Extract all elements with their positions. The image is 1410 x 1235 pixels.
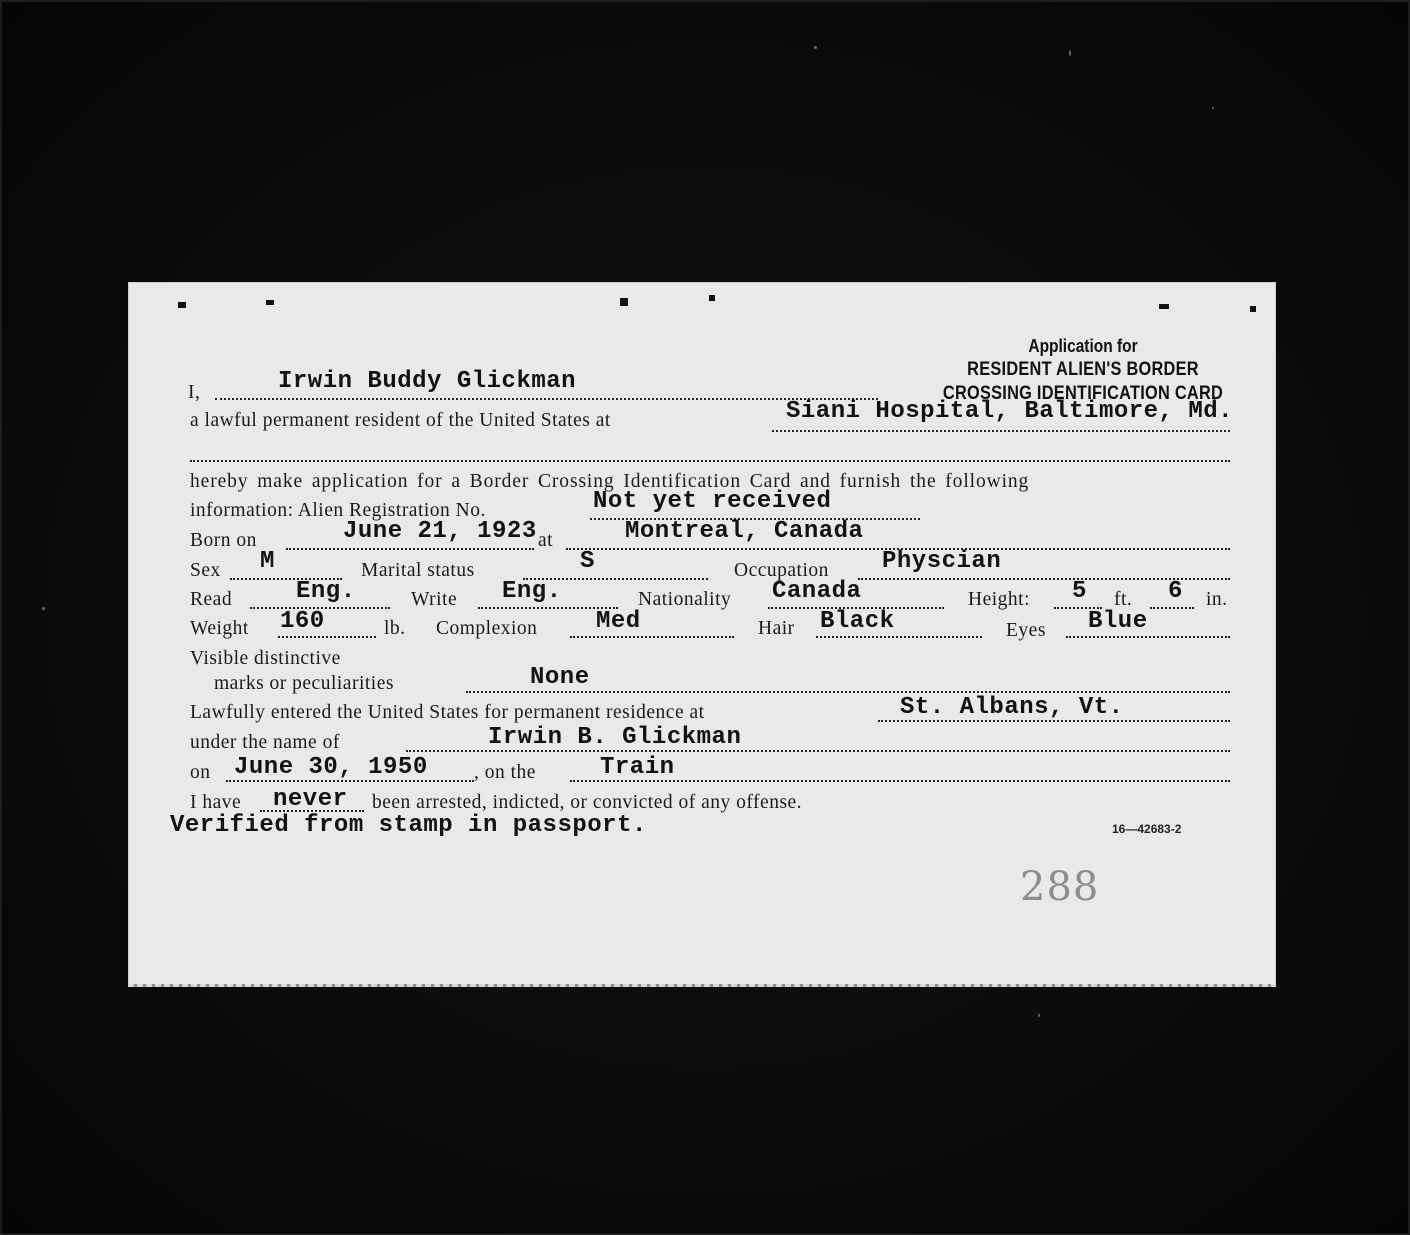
label-read: Read bbox=[190, 589, 233, 610]
label-sex: Sex bbox=[190, 560, 221, 581]
hair-value: Black bbox=[820, 608, 895, 635]
marital-status-value: S bbox=[580, 548, 595, 575]
punch-mark bbox=[178, 302, 186, 308]
label-marks: marks or peculiarities bbox=[214, 673, 394, 694]
label-i-have: I have bbox=[190, 792, 242, 813]
entry-date: June 30, 1950 bbox=[234, 754, 428, 781]
label-resident-at: a lawful permanent resident of the United States at bbox=[190, 410, 611, 431]
occupation-value: Physcian bbox=[882, 548, 1002, 575]
form-header-line3: CROSSING IDENTIFICATION CARD bbox=[942, 383, 1224, 404]
form-header bbox=[918, 334, 1248, 406]
applicant-name: Irwin Buddy Glickman bbox=[278, 368, 577, 395]
punch-mark bbox=[709, 295, 715, 301]
form-header-line1: Application for bbox=[1028, 336, 1138, 356]
label-at: at bbox=[538, 530, 554, 551]
label-in: in. bbox=[1206, 589, 1228, 610]
nationality-value: Canada bbox=[772, 578, 862, 605]
write-value: Eng. bbox=[502, 578, 562, 605]
label-ft: ft. bbox=[1114, 589, 1133, 610]
dust-speck bbox=[1212, 107, 1214, 109]
label-eyes: Eyes bbox=[1006, 620, 1046, 641]
port-of-entry: St. Albans, Vt. bbox=[900, 694, 1124, 721]
label-alien-registration: information: Alien Registration No. bbox=[190, 500, 486, 521]
label-weight: Weight bbox=[190, 618, 249, 639]
file-number: 288 bbox=[1020, 864, 1100, 910]
complexion-value: Med bbox=[596, 608, 641, 635]
dust-speck bbox=[814, 46, 817, 49]
dust-speck bbox=[42, 607, 45, 610]
label-marital-status: Marital status bbox=[361, 560, 475, 581]
residence-address: Siani Hospital, Baltimore, Md. bbox=[786, 398, 1234, 425]
label-hair: Hair bbox=[758, 618, 795, 639]
border-crossing-application-card bbox=[128, 282, 1276, 985]
arrest-status: never bbox=[273, 786, 348, 813]
marks-value: None bbox=[530, 664, 590, 691]
label-under-name: under the name of bbox=[190, 732, 340, 753]
verification-note: Verified from stamp in passport. bbox=[170, 812, 647, 839]
label-complexion: Complexion bbox=[436, 618, 538, 639]
label-nationality: Nationality bbox=[638, 589, 732, 610]
marks-line bbox=[466, 691, 1230, 693]
label-occupation: Occupation bbox=[734, 560, 829, 581]
punch-mark bbox=[266, 300, 274, 305]
form-number: 16—42683-2 bbox=[1112, 822, 1182, 836]
weight-line bbox=[278, 636, 376, 638]
punch-mark bbox=[1250, 306, 1256, 312]
weight-value: 160 bbox=[280, 608, 325, 635]
label-hereby: hereby make application for a Border Crossing Identification Card and furnish the following bbox=[190, 471, 1030, 492]
name-line bbox=[215, 398, 878, 400]
height-feet: 5 bbox=[1072, 578, 1087, 605]
label-on: on bbox=[190, 762, 211, 783]
label-lawfully-entered: Lawfully entered the United States for permanent residence at bbox=[190, 702, 705, 723]
hair-line bbox=[816, 636, 982, 638]
punch-mark bbox=[620, 298, 628, 306]
height-inches: 6 bbox=[1168, 578, 1183, 605]
label-arrested: been arrested, indicted, or convicted of any offense. bbox=[372, 792, 803, 813]
label-i: I, bbox=[188, 382, 201, 403]
conveyance-value: Train bbox=[600, 754, 675, 781]
read-value: Eng. bbox=[296, 578, 356, 605]
label-write: Write bbox=[411, 589, 458, 610]
entry-name: Irwin B. Glickman bbox=[488, 724, 742, 751]
dust-speck bbox=[1038, 1014, 1040, 1017]
form-header-line2: RESIDENT ALIEN'S BORDER bbox=[967, 359, 1199, 380]
punch-mark bbox=[1159, 304, 1169, 309]
sex-value: M bbox=[260, 548, 275, 575]
eyes-line bbox=[1066, 636, 1230, 638]
label-on-the: , on the bbox=[474, 762, 536, 783]
height-in-line bbox=[1150, 607, 1194, 609]
residence-line bbox=[772, 430, 1230, 432]
label-height: Height: bbox=[968, 589, 1030, 610]
birth-place: Montreal, Canada bbox=[625, 518, 864, 545]
dust-speck bbox=[1069, 50, 1071, 56]
complexion-line bbox=[570, 636, 734, 638]
eyes-value: Blue bbox=[1088, 608, 1148, 635]
birth-date: June 21, 1923 bbox=[343, 518, 537, 545]
alien-registration-number: Not yet received bbox=[593, 488, 832, 515]
blank-line bbox=[190, 460, 1230, 462]
label-born-on: Born on bbox=[190, 530, 257, 551]
birth-date-line bbox=[286, 548, 534, 550]
label-visible-distinctive: Visible distinctive bbox=[190, 648, 341, 669]
label-lb: lb. bbox=[384, 618, 406, 639]
